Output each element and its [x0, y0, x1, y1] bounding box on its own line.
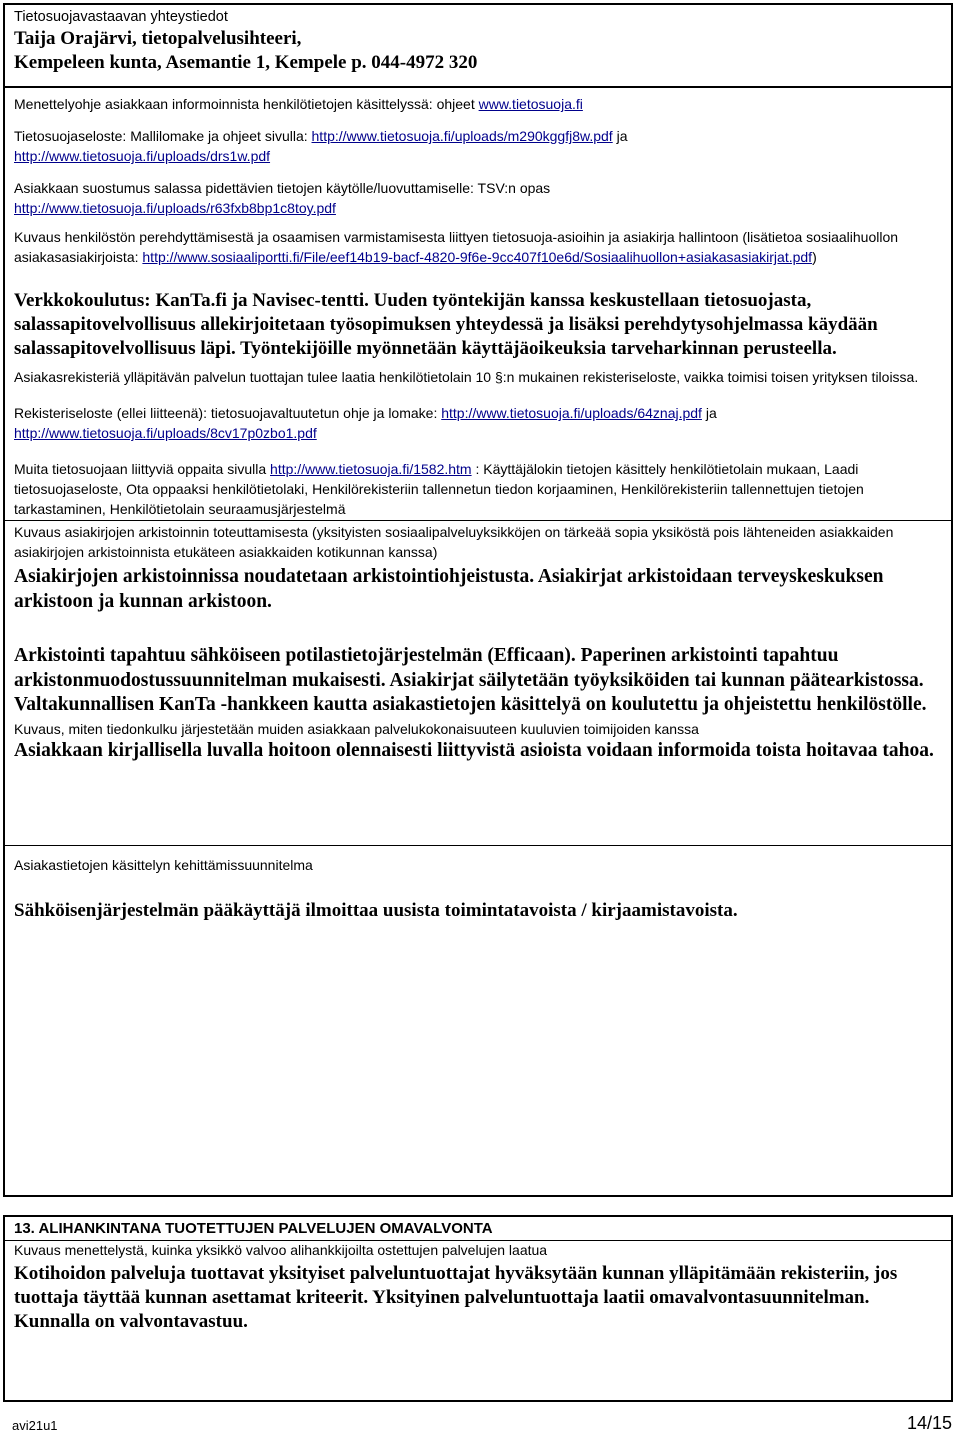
- footer-page-number: 14/15: [906, 1413, 952, 1433]
- rekisteriseloste-link-1[interactable]: http://www.tietosuoja.fi/uploads/64znaj.pdf: [441, 405, 702, 421]
- muita-para: [5, 459, 951, 519]
- contact-heading: Tietosuojavastaavan yhteystiedot: [14, 9, 228, 25]
- tietosuojaseloste-text: Tietosuojaseloste: Mallilomake ja ohjeet sivulla:: [14, 128, 312, 144]
- arkistointi-answer-1: Asiakirjojen arkistoinnissa noudatetaan arkistointiohjeistusta. Asiakirjat arkistoidaan terveyskeskuksen arkistoon ja kunnan arkistoon.: [14, 566, 884, 612]
- section-13-question: Kuvaus menettelystä, kuinka yksikkö valvoo alihankkijoilta ostettujen palvelujen laatua: [14, 1242, 548, 1258]
- arkistointi-answer-2: Arkistointi tapahtuu sähköiseen potilastietojärjestelmän (Efficaan). Paperinen arkistointi tapahtuu arkistonmuodostussuunnitelman mukaisesti. Asiakirjat säilytetään työyksiköiden tai kunnan päätearkistossa. Valtakunnallisen KanTa -hankkeen kautta asiakastietojen käsittelyä on koulutettu ja ohjeistettu henkilöstölle.: [14, 645, 927, 715]
- suostumus-text: Asiakkaan suostumus salassa pidettävien tietojen käytölle/luovuttamiselle: TSV:n opas: [14, 180, 551, 196]
- kuvaus-para: [5, 227, 951, 267]
- arkistointi-question: Kuvaus asiakirjojen arkistoinnin toteuttamisesta (yksityisten sosiaalipalveluyksikköjen on tärkeää sopia yksiköstä pois lähteneiden asiakkaiden asiakirjojen arkistoinnista etukäteen asiakkaiden kotikunnan kanssa): [14, 524, 894, 560]
- koulutus-answer: Verkkokoulutus: KanTa.fi ja Navisec-tentti. Uuden työntekijän kanssa keskustellaan tietosuojasta, salassapitovelvollisuus allekirjoitetaan työsopimuksen yhteydessä ja lisäksi perehdytysohjelmassa käydään salassapitovelvollisuus läpi. Työntekijöille myönnetään käyttäjäoikeuksia tarveharkinnan perusteella.: [14, 290, 878, 359]
- tietosuojaseloste-link-1[interactable]: http://www.tietosuoja.fi/uploads/m290kggfj8w.pdf: [311, 128, 613, 144]
- rekisteriseloste-ja: ja: [701, 405, 717, 421]
- tietosuojaseloste-link-2[interactable]: http://www.tietosuoja.fi/uploads/drs1w.pdf: [14, 148, 271, 164]
- kuvaus-text: Kuvaus henkilöstön perehdyttämisestä ja osaamisen varmistamisesta liittyen tietosuoja-asioihin ja asiakirja hallintoon (lisätietoa sosiaalihuollon asiakasasiakirjoista:: [14, 229, 899, 265]
- tietosuojaseloste-para: [5, 126, 951, 166]
- contact-name: Taija Orajärvi, tietopalvelusihteeri,: [14, 28, 302, 49]
- contact-address: Kempeleen kunta, Asemantie 1, Kempele p. 044-4972 320: [14, 52, 478, 73]
- kehittamis-question: Asiakastietojen käsittelyn kehittämissuunnitelma: [14, 857, 313, 873]
- tiedonkulku-question: Kuvaus, miten tiedonkulku järjestetään muiden asiakkaan palvelukokonaisuuteen kuuluvien toimijoiden kanssa: [14, 720, 699, 737]
- kuvaus-link[interactable]: http://www.sosiaaliportti.fi/File/eef14b19-bacf-4820-9f6e-9cc407f10e6d/Sosiaalihuollon+asiakasasiakirjat.pdf: [142, 249, 813, 265]
- rekisteri-text: Asiakasrekisteriä ylläpitävän palvelun tuottajan tulee laatia henkilötietolain 10 §:n mukainen rekisteriseloste, vaikka toimisi toisen yrityksen tiloissa.: [14, 369, 919, 385]
- section-13-answer: Kotihoidon palveluja tuottavat yksityiset palveluntuottajat hyväksytään kunnan ylläpitämään rekisteriin, jos tuottaja täyttää kunnan asettamat kriteerit. Yksityinen palveluntuottaja laatii omavalvontasuunnitelman. Kunnalla on valvontavastuu.: [14, 1263, 898, 1332]
- section-13-heading: 13. ALIHANKINTANA TUOTETTUJEN PALVELUJEN OMAVALVONTA: [14, 1220, 493, 1237]
- menettelyohje-line: [5, 94, 951, 114]
- section-13-box: [3, 1215, 953, 1402]
- footer-code: avi21u1: [12, 1418, 58, 1433]
- menettelyohje-text: Menettelyohje asiakkaan informoinnista henkilötietojen käsittelyssä: ohjeet: [14, 96, 479, 112]
- kehittamis-answer: Sähköisenjärjestelmän pääkäyttäjä ilmoittaa uusista toimintatavoista / kirjaamistavoista.: [14, 900, 738, 921]
- tietosuojaseloste-ja: ja: [612, 128, 628, 144]
- muita-text: Muita tietosuojaan liittyviä oppaita sivulla: [14, 461, 271, 477]
- muita-link[interactable]: http://www.tietosuoja.fi/1582.htm: [270, 461, 472, 477]
- rekisteriseloste-para: [5, 403, 951, 443]
- rekisteriseloste-text: Rekisteriseloste (ellei liitteenä): tietosuojavaltuutetun ohje ja lomake:: [14, 405, 442, 421]
- kuvaus-suffix: ): [812, 249, 817, 265]
- suostumus-link[interactable]: http://www.tietosuoja.fi/uploads/r63fxb8bp1c8toy.pdf: [14, 200, 336, 216]
- rekisteriseloste-link-2[interactable]: http://www.tietosuoja.fi/uploads/8cv17p0zbo1.pdf: [14, 425, 317, 441]
- contact-box: [3, 3, 953, 88]
- muita-suffix: : Käyttäjälokin tietojen käsittely henkilötietolain mukaan, Laadi tietosuojaseloste, Ota oppaaksi henkilötietolaki, Henkilörekisteriin tallennetun tiedon korjaaminen, Henkilörekisteriin tallennettujen tietojen tarkastaminen, Henkilötietolain seuraamusjärjestelmä: [14, 461, 864, 517]
- suostumus-para: [5, 178, 951, 218]
- tiedonkulku-answer: Asiakkaan kirjallisella luvalla hoitoon olennaisesti liittyvistä asioista voidaan informoida toista hoitavaa tahoa.: [14, 739, 934, 761]
- menettelyohje-link[interactable]: www.tietosuoja.fi: [478, 96, 583, 112]
- main-box: [3, 86, 953, 1197]
